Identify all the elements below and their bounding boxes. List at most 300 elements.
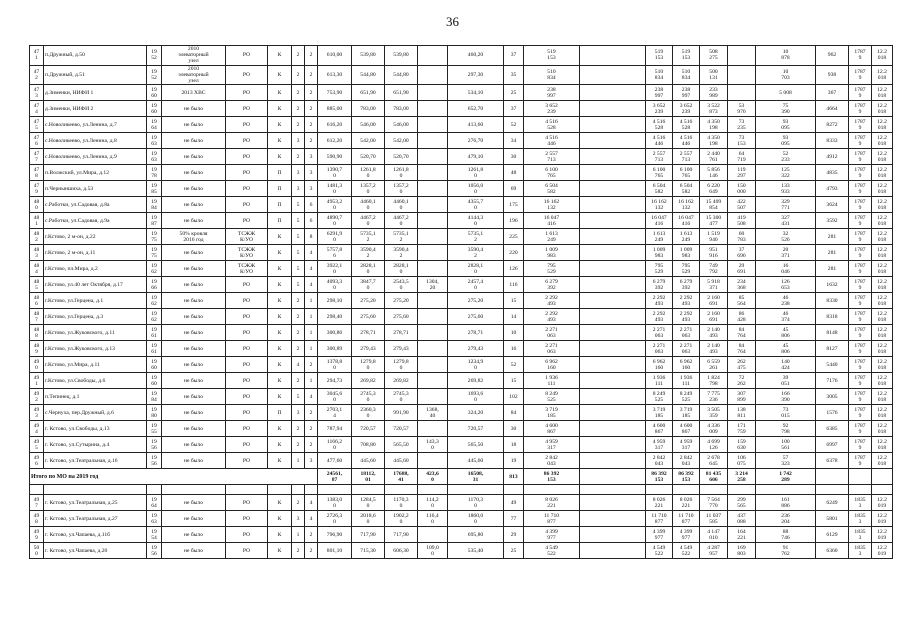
table-cell: 45 806: [756, 325, 816, 341]
table-cell: 2: [292, 65, 305, 85]
table-cell: 1279,8 0: [352, 357, 385, 373]
table-cell: 50% кровля 2016 год: [162, 229, 226, 245]
table-cell: 48 6: [30, 293, 44, 309]
table-cell: не было: [162, 277, 226, 293]
address-cell: г.Кстово, ул.Герцена, д.3: [44, 309, 147, 325]
table-cell: 2543,5 0: [385, 277, 418, 293]
table-cell: 423,6 0: [418, 469, 448, 485]
table-cell: 539,80: [385, 46, 418, 66]
table-cell: не было: [162, 133, 226, 149]
table-cell: К: [268, 133, 292, 149]
table-row: [30, 181, 893, 197]
table-cell: 413,60: [448, 117, 504, 133]
table-cell: РО: [226, 293, 268, 309]
table-cell: [580, 213, 646, 229]
table-cell: 75 390: [756, 101, 816, 117]
table-cell: не было: [162, 543, 226, 559]
table-cell: [418, 485, 448, 495]
table-cell: 262 475: [728, 357, 756, 373]
table-cell: 1787 9: [849, 85, 872, 101]
table-cell: 991,90: [385, 405, 418, 421]
table-cell: 4460,1 0: [385, 197, 418, 213]
address-cell: г. Кстово, ул.Сутырина, д.4: [44, 437, 147, 453]
table-row: [30, 293, 893, 309]
table-cell: 8 249 525: [524, 389, 580, 405]
table-cell: [580, 325, 646, 341]
table-cell: 8: [305, 229, 318, 245]
table-cell: не было: [162, 495, 226, 511]
table-row: [30, 421, 893, 437]
table-cell: 4355,7 0: [448, 197, 504, 213]
table-cell: 6 504 582: [524, 181, 580, 197]
table-cell: 3: [292, 405, 305, 421]
table-cell: [580, 527, 646, 543]
table-cell: не было: [162, 405, 226, 421]
table-cell: 49 1: [30, 373, 44, 389]
table-cell: не было: [162, 261, 226, 277]
table-row: [30, 261, 893, 277]
table-cell: [849, 485, 872, 495]
table-cell: 86 428: [728, 309, 756, 325]
spacer-row: [30, 485, 893, 495]
table-cell: 19 62: [147, 309, 162, 325]
table-cell: 695,80: [448, 527, 504, 543]
table-cell: 4 399 977: [673, 527, 700, 543]
table-cell: 12.2 018: [872, 213, 893, 229]
table-cell: 2: [305, 65, 318, 85]
table-cell: 565,50: [385, 437, 418, 453]
table-cell: РО: [226, 389, 268, 405]
table-cell: 106 075: [728, 453, 756, 469]
table-cell: 19 63: [147, 133, 162, 149]
table-cell: 269,82: [385, 373, 418, 389]
table-cell: 1787 9: [849, 245, 872, 261]
table-cell: 19 64: [147, 495, 162, 511]
table-cell: 86 392 153: [673, 469, 700, 485]
table-cell: 278,71: [352, 325, 385, 341]
table-cell: 3 719 185: [673, 405, 700, 421]
table-cell: 1170,3 0: [385, 495, 418, 511]
table-cell: 4467,2 0: [385, 213, 418, 229]
table-cell: 4953,2 0: [318, 197, 352, 213]
table-cell: 307 899: [728, 389, 756, 405]
table-cell: 116: [504, 277, 524, 293]
table-cell: 1835 3: [849, 495, 872, 511]
table-cell: 12.2 018: [872, 245, 893, 261]
table-cell: [147, 485, 162, 495]
table-cell: не было: [162, 245, 226, 261]
table-cell: РО: [226, 405, 268, 421]
table-cell: 1787 9: [849, 149, 872, 165]
table-cell: 2828,1 0: [385, 261, 418, 277]
table-cell: РО: [226, 511, 268, 527]
table-cell: 1 936 111: [524, 373, 580, 389]
table-cell: К: [268, 453, 292, 469]
table-cell: 4093,3 0: [318, 277, 352, 293]
table-cell: 1835 3: [849, 527, 872, 543]
table-cell: [226, 485, 268, 495]
table-cell: 126 653: [756, 277, 816, 293]
table-cell: 2: [292, 373, 305, 389]
table-cell: 1787 9: [849, 389, 872, 405]
table-cell: 519 153: [646, 46, 673, 66]
table-cell: 46 238: [756, 293, 816, 309]
address-cell: п.Дружный, д.50: [44, 46, 147, 66]
table-cell: [580, 485, 646, 495]
table-cell: 85 564: [728, 293, 756, 309]
table-cell: 720,57: [352, 421, 385, 437]
table-cell: 5757,8 6: [318, 245, 352, 261]
table-cell: 2 842 043: [646, 453, 673, 469]
table-cell: 1368, 40: [418, 405, 448, 421]
table-cell: 73 235: [728, 117, 756, 133]
table-cell: 708,80: [352, 437, 385, 453]
table-cell: РО: [226, 181, 268, 197]
address-cell: д.Зименки, НИФИ 2: [44, 101, 147, 117]
table-cell: [30, 485, 44, 495]
table-cell: 5 008: [756, 85, 816, 101]
table-cell: [673, 485, 700, 495]
table-cell: 8 249 525: [673, 389, 700, 405]
table-cell: [816, 469, 849, 485]
table-cell: 25: [504, 85, 524, 101]
table-cell: 6378: [816, 453, 849, 469]
table-cell: 100 561: [756, 437, 816, 453]
table-cell: 1: [305, 325, 318, 341]
table-cell: 19 85: [147, 181, 162, 197]
table-cell: не было: [162, 117, 226, 133]
table-cell: 3 214 258: [728, 469, 756, 485]
table-cell: не было: [162, 101, 226, 117]
table-cell: 15 300 477: [700, 213, 728, 229]
table-cell: 16508, 31: [448, 469, 504, 485]
table-cell: РО: [226, 373, 268, 389]
table-cell: 238 997: [524, 85, 580, 101]
table-cell: 52 233: [756, 149, 816, 165]
table-cell: 48 9: [30, 341, 44, 357]
address-cell: д.Зименки, НИФИ 1: [44, 85, 147, 101]
table-cell: 3592: [816, 213, 849, 229]
address-cell: [44, 485, 147, 495]
table-cell: 2828,1 0: [448, 261, 504, 277]
table-row: [30, 197, 893, 213]
table-cell: 25: [504, 543, 524, 559]
table-cell: [580, 46, 646, 66]
table-cell: 37: [504, 101, 524, 117]
table-cell: 2: [305, 46, 318, 66]
table-cell: 8330: [816, 293, 849, 309]
table-cell: 535,40: [448, 543, 504, 559]
table-cell: 281: [816, 261, 849, 277]
table-cell: 6 962 160: [673, 357, 700, 373]
table-cell: 12.2 018: [872, 453, 893, 469]
table-cell: 1787 9: [849, 357, 872, 373]
table-cell: 2: [292, 117, 305, 133]
table-cell: [580, 165, 646, 181]
address-cell: г.Кстово, 2 м-он, д.11: [44, 245, 147, 261]
table-cell: 1 824 798: [700, 373, 728, 389]
table-cell: 47 5: [30, 117, 44, 133]
table-cell: 5801: [816, 511, 849, 527]
table-cell: 1787 9: [849, 341, 872, 357]
table-cell: 52: [504, 357, 524, 373]
table-cell: 795 529: [524, 261, 580, 277]
table-cell: 1 613 249: [646, 229, 673, 245]
table-cell: К: [268, 309, 292, 325]
table-cell: [305, 485, 318, 495]
table-cell: [418, 213, 448, 229]
table-cell: 510 834: [646, 65, 673, 85]
table-cell: 19 56: [147, 543, 162, 559]
table-cell: 1 936 111: [646, 373, 673, 389]
table-cell: 2 440 761: [700, 149, 728, 165]
table-cell: РО: [226, 495, 268, 511]
table-cell: РО: [226, 46, 268, 66]
table-cell: [872, 485, 893, 495]
table-cell: 4 516 528: [646, 117, 673, 133]
table-cell: 938: [816, 65, 849, 85]
table-cell: 2: [292, 341, 305, 357]
table-cell: 10: [504, 325, 524, 341]
table-cell: 2: [292, 149, 305, 165]
table-cell: 93 095: [756, 117, 816, 133]
table-cell: 84 764: [728, 341, 756, 357]
table-cell: 57 323: [756, 453, 816, 469]
table-cell: [580, 437, 646, 453]
table-cell: 717,90: [385, 527, 418, 543]
table-cell: 19 87: [147, 213, 162, 229]
table-cell: К: [268, 229, 292, 245]
table-cell: [418, 245, 448, 261]
table-cell: 1170,3 0: [448, 495, 504, 511]
table-cell: 4835: [816, 165, 849, 181]
table-cell: 30: [504, 149, 524, 165]
table-cell: 1234,9 0: [448, 357, 504, 373]
table-cell: не было: [162, 293, 226, 309]
total-label: Итого по МО на 2019 год: [30, 469, 318, 485]
table-cell: 612,20: [318, 133, 352, 149]
table-cell: 19: [504, 453, 524, 469]
table-cell: 18112, 01: [352, 469, 385, 485]
table-cell: 445,60: [385, 453, 418, 469]
table-cell: [352, 485, 385, 495]
table-cell: [418, 341, 448, 357]
table-cell: 47 9: [30, 181, 44, 197]
table-cell: 542,00: [385, 133, 418, 149]
table-cell: 4 399 977: [524, 527, 580, 543]
table-cell: [418, 101, 448, 117]
table-cell: П: [268, 181, 292, 197]
table-cell: 1787 9: [849, 165, 872, 181]
table-cell: 49: [504, 495, 524, 511]
table-cell: [849, 469, 872, 485]
table-cell: К: [268, 261, 292, 277]
table-cell: 1279,8 0: [385, 357, 418, 373]
table-cell: 12.2 018: [872, 149, 893, 165]
table-cell: [418, 165, 448, 181]
table-cell: 813: [504, 469, 524, 485]
total-row: [30, 469, 893, 485]
table-row: [30, 277, 893, 293]
table-cell: 48 4: [30, 261, 44, 277]
table-cell: 4793: [816, 181, 849, 197]
table-cell: 4: [305, 245, 318, 261]
table-cell: 12.2 018: [872, 117, 893, 133]
table-cell: 10 703: [756, 65, 816, 85]
table-cell: 539,80: [352, 46, 385, 66]
table-cell: 4: [305, 277, 318, 293]
table-cell: 508 275: [700, 46, 728, 66]
table-cell: 1378,8 0: [318, 357, 352, 373]
table-cell: 12.2 019: [872, 543, 893, 559]
address-cell: г.Кстово, ул.Жуковского, д.13: [44, 341, 147, 357]
table-cell: 6 100 765: [646, 165, 673, 181]
table-cell: [728, 485, 756, 495]
table-cell: 6 962 160: [646, 357, 673, 373]
table-cell: 2: [305, 437, 318, 453]
table-cell: 1787 9: [849, 229, 872, 245]
table-cell: 298,40: [318, 309, 352, 325]
table-cell: 7 775 236: [700, 389, 728, 405]
table-cell: 4 600 867: [673, 421, 700, 437]
table-cell: 1787 9: [849, 213, 872, 229]
table-cell: 4 516 528: [673, 117, 700, 133]
table-row: [30, 527, 893, 543]
table-cell: 1787 9: [849, 437, 872, 453]
table-cell: 1787 9: [849, 325, 872, 341]
table-cell: 1 613 249: [673, 229, 700, 245]
table-cell: 69: [504, 181, 524, 197]
table-cell: 109,0 0: [418, 543, 448, 559]
table-cell: 1576: [816, 405, 849, 421]
address-cell: г.Кстово, 2 м-он, д.22: [44, 229, 147, 245]
table-cell: 17688, 41: [385, 469, 418, 485]
table-cell: 2: [305, 101, 318, 117]
table-cell: 3: [292, 181, 305, 197]
table-cell: 12.2 018: [872, 85, 893, 101]
table-cell: 1787 9: [849, 261, 872, 277]
table-row: [30, 341, 893, 357]
table-cell: 37: [504, 46, 524, 66]
table-cell: 12.2 018: [872, 277, 893, 293]
table-cell: 14: [504, 309, 524, 325]
table-cell: 19 56: [147, 453, 162, 469]
table-cell: [448, 485, 504, 495]
address-cell: г. Кстово, ул.Театральная, д.27: [44, 511, 147, 527]
table-cell: [816, 485, 849, 495]
table-cell: 1787 9: [849, 453, 872, 469]
table-cell: 1 742 289: [756, 469, 816, 485]
table-cell: 2: [292, 101, 305, 117]
table-cell: 47 4: [30, 101, 44, 117]
table-cell: К: [268, 495, 292, 511]
table-cell: 3005: [816, 389, 849, 405]
table-cell: [580, 117, 646, 133]
table-cell: К: [268, 277, 292, 293]
table-row: [30, 85, 893, 101]
table-cell: [580, 405, 646, 421]
table-cell: 544,80: [352, 65, 385, 85]
table-cell: 150 000: [728, 181, 756, 197]
table-cell: 951 916: [700, 245, 728, 261]
table-cell: 5: [292, 277, 305, 293]
table-cell: 5: [292, 389, 305, 405]
table-cell: РО: [226, 101, 268, 117]
table-cell: РО: [226, 325, 268, 341]
address-cell: п.Дружный, д.51: [44, 65, 147, 85]
table-row: [30, 405, 893, 421]
table-cell: 278,71: [448, 325, 504, 341]
table-cell: не было: [162, 357, 226, 373]
table-cell: 2 842 043: [524, 453, 580, 469]
table-cell: 86 392 153: [646, 469, 673, 485]
table-cell: 1390,7 0: [318, 165, 352, 181]
table-cell: не было: [162, 389, 226, 405]
table-cell: 590,90: [318, 149, 352, 165]
table-cell: 19 84: [147, 389, 162, 405]
table-cell: 801,10: [318, 543, 352, 559]
table-cell: 72 262: [728, 373, 756, 389]
table-cell: 1787 9: [849, 65, 872, 85]
table-cell: 84 764: [728, 325, 756, 341]
table-cell: не было: [162, 197, 226, 213]
table-row: [30, 149, 893, 165]
table-cell: не было: [162, 527, 226, 543]
table-cell: 12.2 018: [872, 261, 893, 277]
table-cell: 15 409 854: [700, 197, 728, 213]
table-cell: 2 271 063: [646, 325, 673, 341]
table-cell: 276,70: [448, 133, 504, 149]
table-row: [30, 543, 893, 559]
table-cell: [580, 495, 646, 511]
table-cell: 126: [504, 261, 524, 277]
address-cell: г. Кстово, ул.Свободы, д.13: [44, 421, 147, 437]
table-cell: 3 652 239: [524, 101, 580, 117]
table-cell: 294,73: [318, 373, 352, 389]
table-cell: [524, 485, 580, 495]
table-cell: 4: [292, 357, 305, 373]
table-cell: 2 557 713: [646, 149, 673, 165]
table-cell: не было: [162, 181, 226, 197]
table-cell: 19 56: [147, 437, 162, 453]
table-cell: 2: [292, 543, 305, 559]
table-cell: 6 962 160: [524, 357, 580, 373]
table-cell: 19 52: [147, 46, 162, 66]
table-cell: 48 0: [30, 197, 44, 213]
table-row: [30, 389, 893, 405]
table-cell: 1261,8 0: [448, 165, 504, 181]
table-cell: 47 6: [30, 133, 44, 149]
table-cell: 12.2 018: [872, 421, 893, 437]
table-cell: 1261,8 0: [385, 165, 418, 181]
table-cell: 19 54: [147, 527, 162, 543]
table-cell: РО: [226, 421, 268, 437]
table-cell: 2726,3 0: [318, 511, 352, 527]
table-cell: 5: [292, 197, 305, 213]
table-cell: П: [268, 165, 292, 181]
address-cell: г. Кстово, ул.Театральная, д.16: [44, 453, 147, 469]
table-cell: [580, 261, 646, 277]
table-cell: [580, 421, 646, 437]
table-cell: 544,80: [385, 65, 418, 85]
table-cell: 2 271 063: [524, 341, 580, 357]
table-cell: 19 84: [147, 197, 162, 213]
table-cell: 2745,3 0: [385, 389, 418, 405]
table-cell: 715,30: [352, 543, 385, 559]
table-cell: 47 2: [30, 65, 44, 85]
table-cell: 2 271 063: [524, 325, 580, 341]
table-cell: 422 507: [728, 197, 756, 213]
